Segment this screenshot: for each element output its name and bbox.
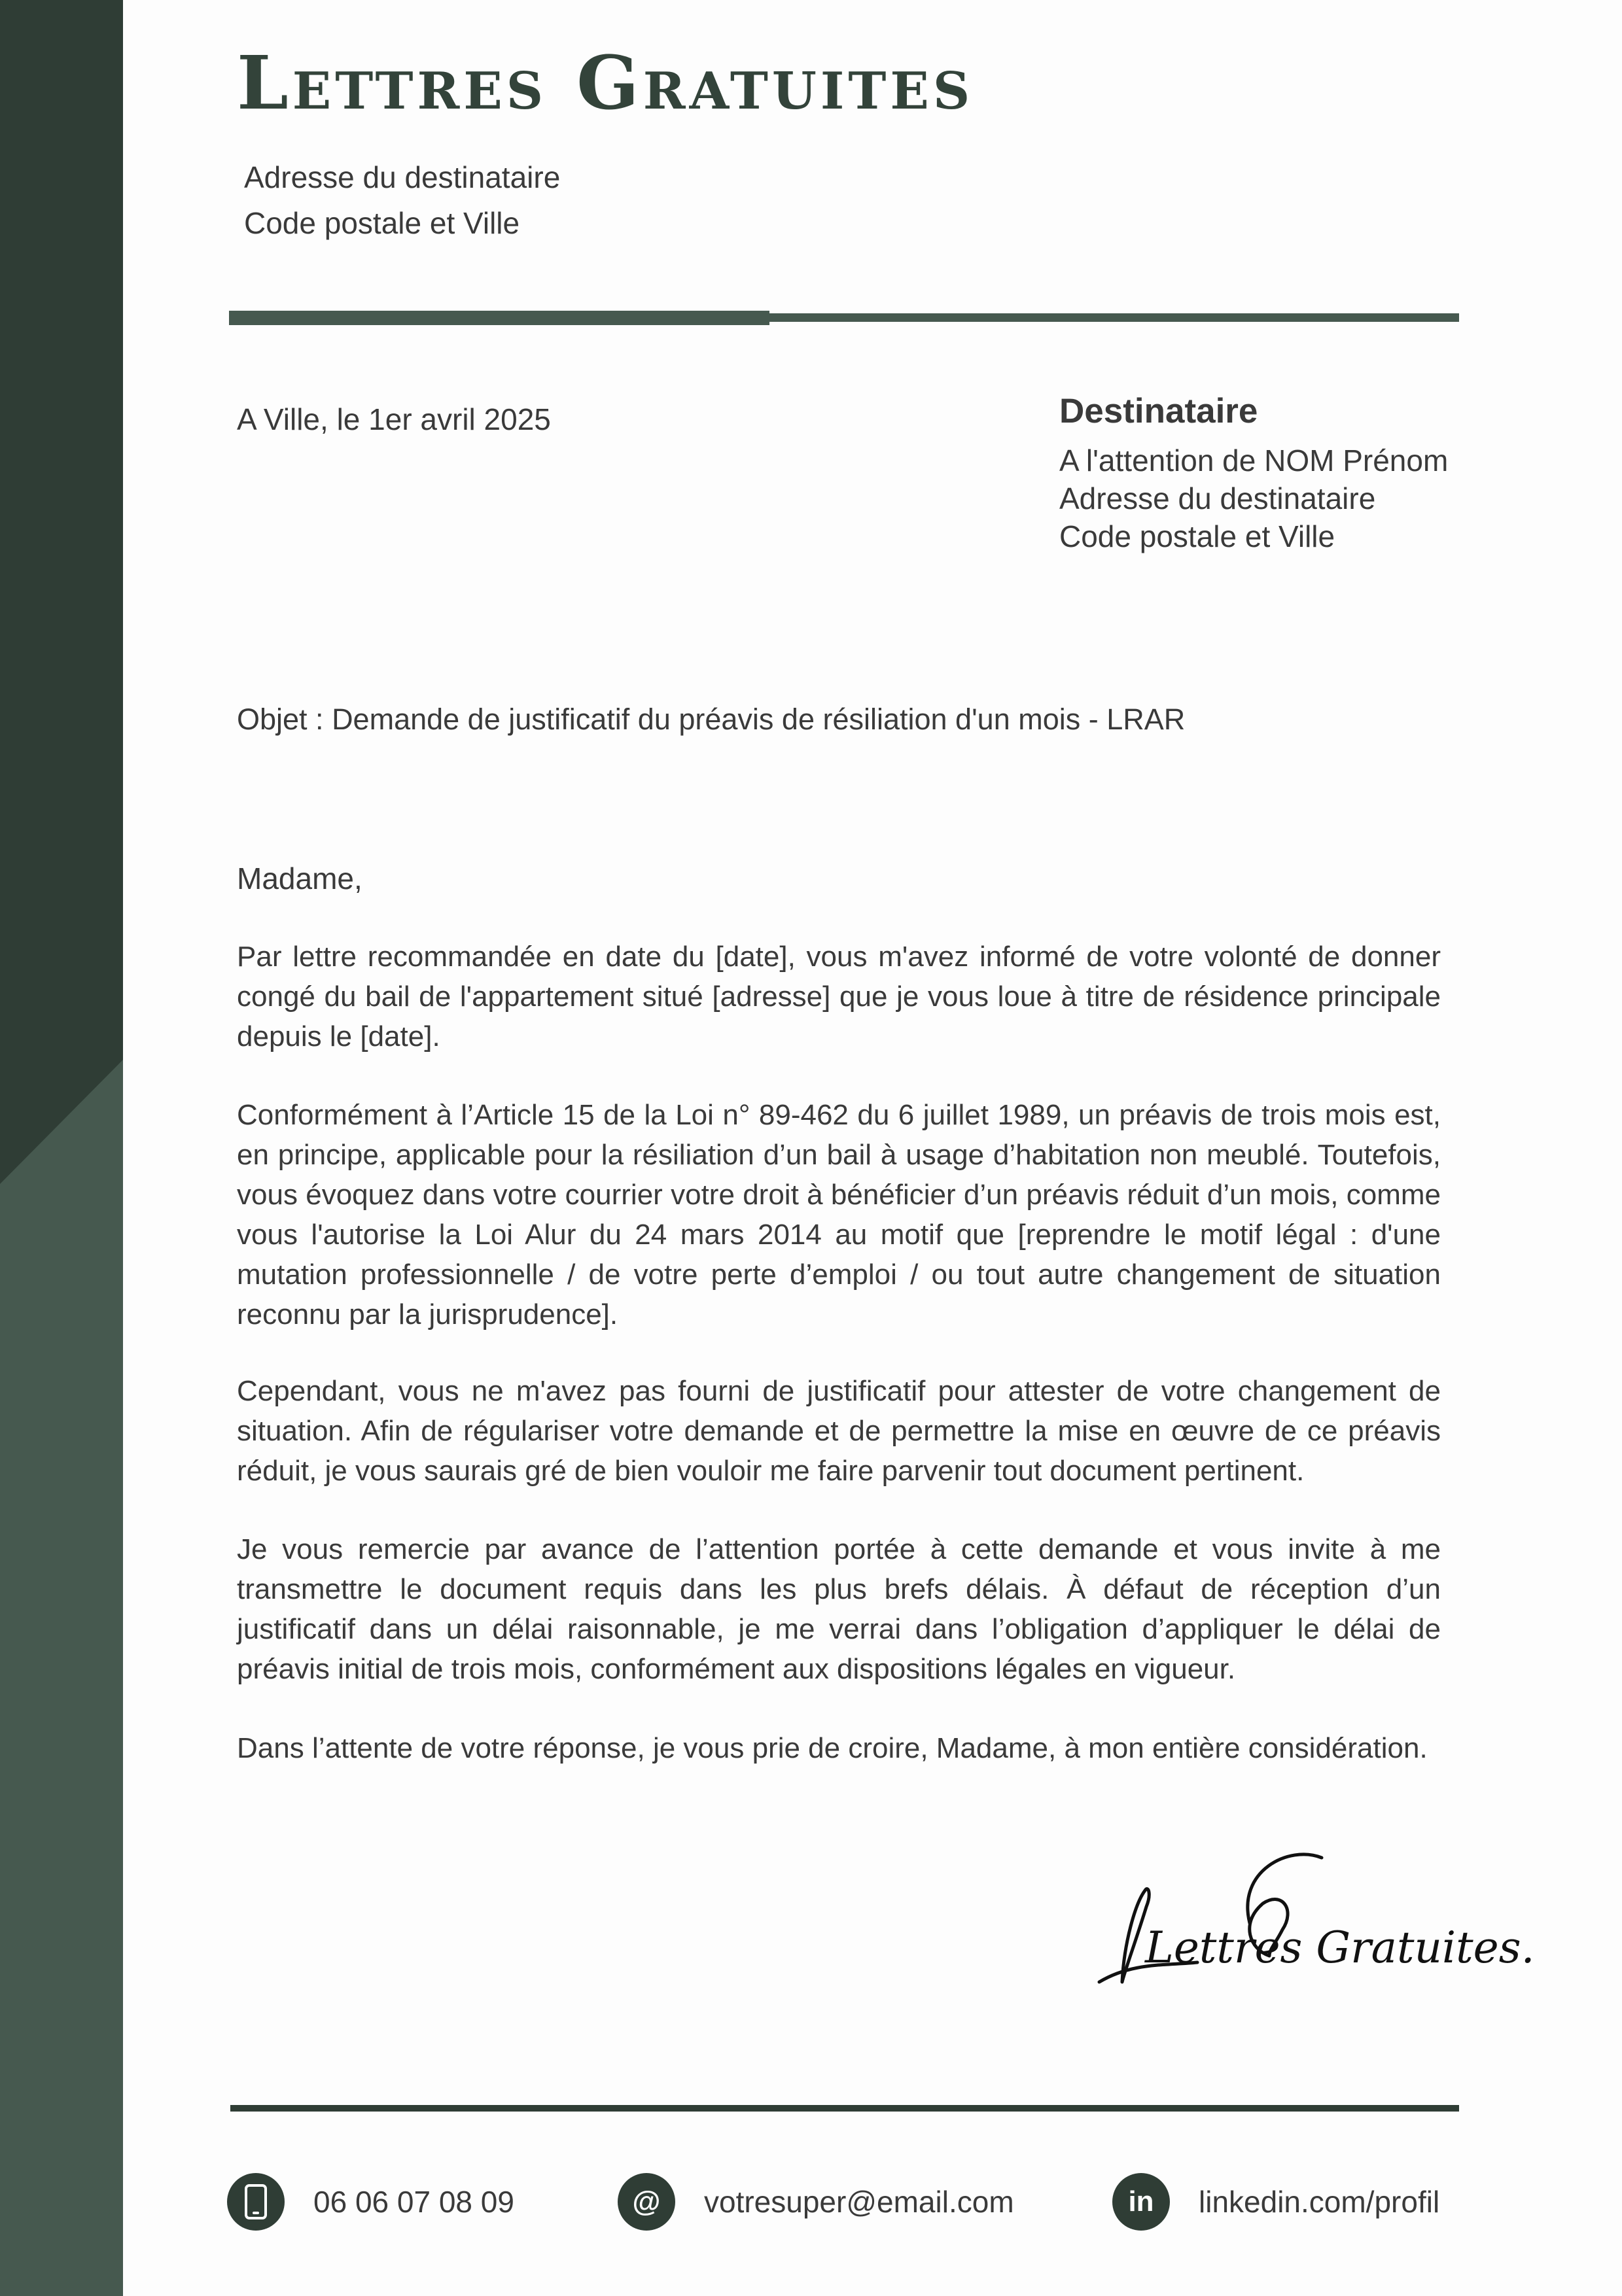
date-line: A Ville, le 1er avril 2025 xyxy=(237,402,551,436)
linkedin-url[interactable]: linkedin.com/profil xyxy=(1199,2185,1440,2219)
sender-line: Adresse du destinataire xyxy=(244,160,561,194)
phone-icon xyxy=(227,2173,285,2231)
recipient-line: Adresse du destinataire xyxy=(1059,481,1376,515)
page-title: Lettres Gratuites xyxy=(237,41,974,126)
closing-line: Dans l’attente de votre réponse, je vous prie de croire, Madame, à mon entière considération. xyxy=(237,1732,1428,1764)
body-paragraph: Conformément à l’Article 15 de la Loi n° 89-462 du 6 juillet 1989, un préavis de trois mois est, en principe, applicable pour la résiliation d’un bail à usage d’habitation non meublé. Toutefois, vous évoquez dans votre courrier votre droit à bénéficier d’un préavis réduit d’un mois, comme vous l'autorise la Loi Alur du 24 mars 2014 au motif que [reprendre le motif légal : d'une mutation professionnelle / de votre perte d’emploi / ou tout autre changement de situation reconnu par la jurisprudence]. xyxy=(237,1099,1441,1331)
phone-number[interactable]: 06 06 07 08 09 xyxy=(313,2185,514,2219)
footer-divider xyxy=(230,2105,1459,2112)
body-paragraph: Cependant, vous ne m'avez pas fourni de justificatif pour attester de votre changement de situation. Afin de régulariser votre demande et de permettre la mise en œuvre de ce préavis réduit, je vous saurais gré de bien vouloir me faire parvenir tout document pertinent. xyxy=(237,1375,1441,1487)
linkedin-icon: in xyxy=(1112,2173,1170,2231)
recipient-heading: Destinataire xyxy=(1059,392,1258,430)
subject-line: Objet : Demande de justificatif du préavis de résiliation d'un mois - LRAR xyxy=(237,703,1186,736)
body-paragraph: Je vous remercie par avance de l’attention portée à cette demande et vous invite à me transmettre le document requis dans les plus brefs délais. À défaut de réception d’un justificatif dans un délai raisonnable, je me verrai dans l’obligation d’appliquer le délai de préavis initial de trois mois, conformément aux dispositions légales en vigueur. xyxy=(237,1533,1441,1685)
recipient-line: Code postale et Ville xyxy=(1059,519,1335,553)
body-paragraph: Par lettre recommandée en date du [date], vous m'avez informé de votre volonté de donner congé du bail de l'appartement situé [adresse] que je vous loue à titre de résidence principale depuis le [date]. xyxy=(237,941,1441,1052)
signature xyxy=(1073,1832,1535,2002)
header-divider-thin xyxy=(769,313,1459,322)
contact-linkedin xyxy=(1112,2173,1439,2231)
contact-phone xyxy=(227,2173,514,2231)
header-divider-thick xyxy=(229,311,769,325)
email-address[interactable]: votresuper@email.com xyxy=(704,2185,1014,2219)
recipient-line: A l'attention de NOM Prénom xyxy=(1059,444,1449,478)
salutation: Madame, xyxy=(237,861,362,896)
contact-email xyxy=(618,2173,1014,2231)
sidebar-decoration xyxy=(0,0,123,2296)
sender-line: Code postale et Ville xyxy=(244,206,520,240)
sender-address xyxy=(244,154,560,246)
recipient-block xyxy=(1059,391,1448,555)
at-icon: @ xyxy=(618,2173,675,2231)
signature-text: Lettres Gratuites. xyxy=(1145,1922,1535,1973)
